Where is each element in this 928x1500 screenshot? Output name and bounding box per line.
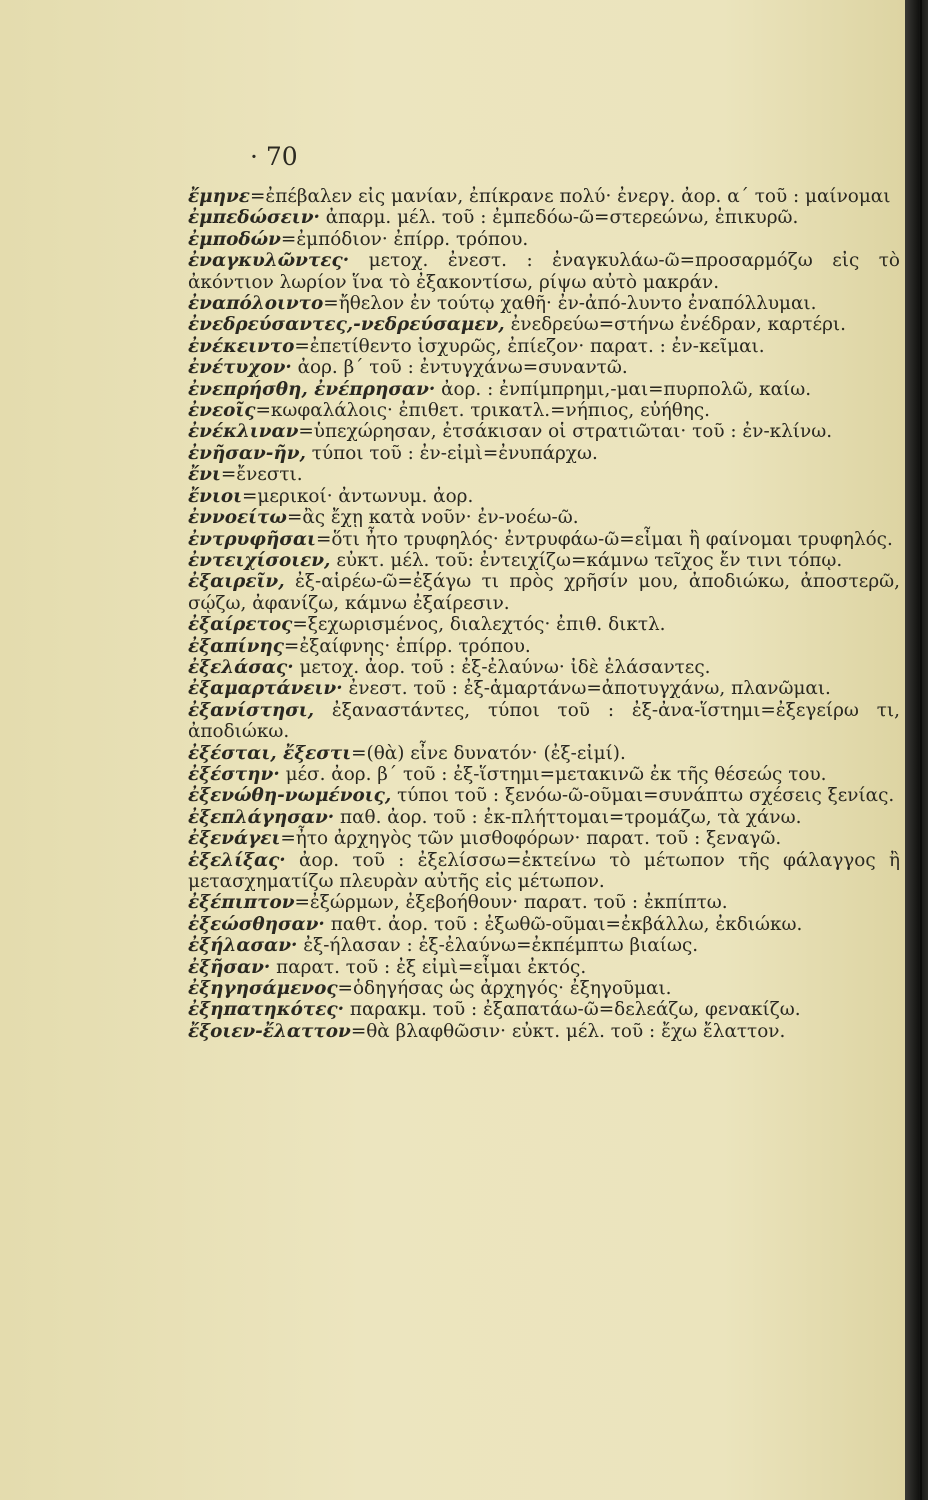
glossary-entry xyxy=(188,207,900,228)
glossary-entry xyxy=(188,957,900,978)
glossary-entry xyxy=(188,186,900,207)
entry-definition: =ἐξώρμων, ἐξεβοήθουν· παρατ. τοῦ : ἐκπίπτω. xyxy=(294,892,728,914)
entry-headword: ἐξενάγει xyxy=(188,828,281,850)
glossary-entry xyxy=(188,743,900,764)
page-number: · 70 xyxy=(250,142,298,171)
glossary-entry xyxy=(188,892,900,913)
glossary-entry xyxy=(188,529,900,550)
entry-headword: ἐνεπρήσθη, ἐνέπρησαν· xyxy=(188,378,436,400)
entry-headword: ἐξελίξας· xyxy=(188,849,286,871)
entry-headword: ἐνέτυχον· xyxy=(188,357,292,379)
glossary-entry xyxy=(188,657,900,678)
entry-headword: ἐντρυφῆσαι xyxy=(188,528,316,550)
glossary-entry xyxy=(188,678,900,699)
entry-definition: =(θὰ) εἶνε δυνατόν· (ἐξ-εἰμί). xyxy=(351,742,626,764)
entry-definition: =κωφαλάλοις· ἐπιθετ. τρικατλ.=νήπιος, εὐήθης. xyxy=(255,400,711,422)
glossary-entry xyxy=(188,614,900,635)
glossary-entry xyxy=(188,486,900,507)
spine-edge xyxy=(920,0,922,1500)
entry-headword: ἐντειχίσοιεν, xyxy=(188,549,331,571)
glossary-entry xyxy=(188,400,900,421)
glossary-entry xyxy=(188,828,900,849)
entry-headword: ἐξεπλάγησαν· xyxy=(188,806,335,828)
glossary-entry xyxy=(188,764,900,785)
entry-definition: μετοχ. ἀορ. τοῦ : ἐξ-ἐλαύνω· ἰδὲ ἐλάσαντες. xyxy=(293,656,711,678)
entry-definition: =ἐπέβαλεν εἰς μανίαν, ἐπίκρανε πολύ· ἐνεργ. ἀορ. α΄ τοῦ : μαίνομαι xyxy=(249,186,891,207)
entry-definition: =ἂς ἔχῃ κατὰ νοῦν· ἐν-νοέω-ῶ. xyxy=(286,507,579,529)
entry-definition: ἀορ. β΄ τοῦ : ἐντυγχάνω=συναντῶ. xyxy=(291,357,628,379)
entry-headword: ἐξήλασαν· xyxy=(188,935,298,957)
entry-headword: ἐννοείτω xyxy=(188,507,287,529)
glossary-entry xyxy=(188,293,900,314)
entry-headword: ἐνῆσαν-ῆν, xyxy=(188,442,306,464)
entry-definition: παθτ. ἀορ. τοῦ : ἐξωθῶ-οῦμαι=ἐκβάλλω, ἐκδιώκω. xyxy=(324,913,803,935)
glossary-entry xyxy=(188,935,900,956)
entry-definition: =ὁδηγήσας ὡς ἀρχηγός· ἐξηγοῦμαι. xyxy=(337,978,672,1000)
entry-definition: ἐξ-αἱρέω-ῶ=ἐξάγω τι πρὸς χρῆσίν μου, ἀποδιώκω, ἀποστερῶ, σῴζω, ἀφανίζω, κάμνω ἐξαίρεσιν. xyxy=(188,571,900,614)
entry-headword: ἐξέσται, ἔξεστι xyxy=(188,742,352,764)
glossary-entry xyxy=(188,785,900,806)
glossary-entry xyxy=(188,700,900,743)
entry-headword: ἐξεώσθησαν· xyxy=(188,913,325,935)
entry-headword: ἐξαιρεῖν, xyxy=(188,571,285,593)
glossary-entry xyxy=(188,978,900,999)
entry-definition: ἐνεδρεύω=στήνω ἐνέδραν, καρτέρι. xyxy=(504,314,846,336)
entry-definition: =ἤθελον ἐν τούτῳ χαθῆ· ἐν-ἀπό-λυντο ἐναπόλλυμαι. xyxy=(323,293,817,315)
entry-definition: ἐνεστ. τοῦ : ἐξ-ἁμαρτάνω=ἀποτυγχάνω, πλανῶμαι. xyxy=(342,678,831,700)
entry-headword: ἐξελάσας· xyxy=(188,656,294,678)
glossary-entry xyxy=(188,850,900,893)
entry-definition: ἐξαναστάντες, τύποι τοῦ : ἐξ-ἀνα-ἵστημι=ἐξεγείρω τι, ἀποδιώκω. xyxy=(188,699,900,743)
entry-headword: ἔξοιεν-ἔλαττον xyxy=(188,1020,351,1042)
entry-headword: ἐξενώθη-νωμένοις, xyxy=(188,785,392,807)
glossary-entry xyxy=(188,807,900,828)
entry-definition: =ξεχωρισμένος, διαλεχτός· ἐπιθ. δικτλ. xyxy=(292,614,666,636)
glossary-entry xyxy=(188,357,900,378)
glossary-entry xyxy=(188,999,900,1020)
entry-headword: ἔνιοι xyxy=(188,485,243,507)
entry-definition: μέσ. ἀορ. β΄ τοῦ : ἐξ-ἵστημι=μετακινῶ ἐκ τῆς θέσεώς του. xyxy=(279,763,827,785)
entry-headword: ἐξηγησάμενος xyxy=(188,978,338,1000)
entry-definition: =ἐξαίφνης· ἐπίρρ. τρόπου. xyxy=(283,635,531,657)
entry-definition: τύποι τοῦ : ξενόω-ῶ-οῦμαι=συνάπτω σχέσεις ξενίας. xyxy=(391,785,895,807)
glossary-entry xyxy=(188,379,900,400)
entry-headword: ἐνέκλιναν xyxy=(188,421,299,443)
entry-headword: ἐνέκειντο xyxy=(188,335,295,357)
entry-headword: ἐξέπιπτον xyxy=(188,892,295,914)
glossary-entries xyxy=(188,186,900,1042)
entry-definition: εὐκτ. μέλ. τοῦ: ἐντειχίζω=κάμνω τεῖχος ἔν τινι τόπῳ. xyxy=(330,549,843,571)
glossary-entry xyxy=(188,421,900,442)
entry-definition: παρατ. τοῦ : ἐξ εἰμὶ=εἶμαι ἐκτός. xyxy=(270,956,587,978)
entry-definition: =θὰ βλαφθῶσιν· εὐκτ. μέλ. τοῦ : ἔχω ἔλαττον. xyxy=(350,1020,786,1042)
entry-definition: =μερικοί· ἀντωνυμ. ἀορ. xyxy=(242,485,474,507)
entry-headword: ἐνεδρεύσαντες,-νεδρεύσαμεν, xyxy=(188,314,505,336)
entry-definition: =ἐμπόδιον· ἐπίρρ. τρόπου. xyxy=(280,228,529,250)
glossary-entry xyxy=(188,229,900,250)
glossary-entry xyxy=(188,571,900,614)
entry-headword: ἐμποδών xyxy=(188,228,281,250)
glossary-entry xyxy=(188,443,900,464)
glossary-entry xyxy=(188,314,900,335)
entry-definition: =ἐπετίθεντο ἰσχυρῶς, ἐπίεζον· παρατ. : ἐν-κεῖμαι. xyxy=(294,335,765,357)
glossary-entry xyxy=(188,507,900,528)
entry-definition: ἀπαρμ. μέλ. τοῦ : ἐμπεδόω-ῶ=στερεώνω, ἐπικυρῶ. xyxy=(319,207,799,229)
entry-headword: ἔμηνε xyxy=(188,186,250,207)
entry-definition: τύποι τοῦ : ἐν-εἰμὶ=ἐνυπάρχω. xyxy=(305,442,598,464)
entry-headword: ἐξαπίνης xyxy=(188,635,284,657)
entry-definition: ἀορ. : ἐνπίμπρημι,-μαι=πυρπολῶ, καίω. xyxy=(435,378,812,400)
entry-definition: ἐξ-ήλασαν : ἐξ-ἐλαύνω=ἐκπέμπτω βιαίως. xyxy=(297,935,699,957)
entry-definition: =ὑπεχώρησαν, ἐτσάκισαν οἱ στρατιῶται· τοῦ : ἐν-κλίνω. xyxy=(298,421,833,443)
glossary-entry xyxy=(188,464,900,485)
entry-definition: =ἦτο ἀρχηγὸς τῶν μισθοφόρων· παρατ. τοῦ : ξεναγῶ. xyxy=(280,828,782,850)
entry-headword: ἐναπόλοιντο xyxy=(188,293,324,315)
entry-definition: =ὅτι ἦτο τρυφηλός· ἐντρυφάω-ῶ=εἶμαι ἢ φαίνομαι τρυφηλός. xyxy=(315,528,893,550)
entry-headword: ἐξανίστησι, xyxy=(188,699,315,721)
glossary-entry xyxy=(188,550,900,571)
entry-definition: παρακμ. τοῦ : ἐξαπατάω-ῶ=δελεάζω, φενακίζω. xyxy=(344,999,801,1021)
glossary-entry xyxy=(188,636,900,657)
entry-headword: ἐνεοῖς xyxy=(188,400,256,422)
entry-headword: ἐξέστην· xyxy=(188,763,280,785)
entry-definition: παθ. ἀορ. τοῦ : ἐκ-πλήττομαι=τρομάζω, τὰ χάνω. xyxy=(334,806,802,828)
entry-definition: =ἔνεστι. xyxy=(220,464,303,486)
glossary-entry xyxy=(188,1021,900,1042)
entry-headword: ἐμπεδώσειν· xyxy=(188,207,320,229)
glossary-entry xyxy=(188,250,900,293)
entry-headword: ἐξαμαρτάνειν· xyxy=(188,678,343,700)
entry-definition: ἀορ. τοῦ : ἐξελίσσω=ἐκτείνω τὸ μέτωπον τῆς φάλαγγος ἢ μετασχηματίζω πλευρὰν αὐτῆς εἰς μέτωπον. xyxy=(188,849,900,892)
glossary-entry xyxy=(188,914,900,935)
entry-headword: ἔνι xyxy=(188,464,221,486)
entry-headword: ἐξαίρετος xyxy=(188,614,293,636)
entry-headword: ἐξηπατηκότες· xyxy=(188,999,345,1021)
entry-headword: ἐξῆσαν· xyxy=(188,956,271,978)
entry-definition: μετοχ. ἐνεστ. : ἐναγκυλάω-ῶ=προσαρμόζω εἰς τὸ ἀκόντιον λωρίον ἵνα τὸ ἐξακοντίσω, ρίψω αὐτὸ μακράν. xyxy=(188,250,900,293)
glossary-entry xyxy=(188,336,900,357)
book-spine xyxy=(905,0,928,1500)
entry-headword: ἐναγκυλῶντες· xyxy=(188,250,350,272)
